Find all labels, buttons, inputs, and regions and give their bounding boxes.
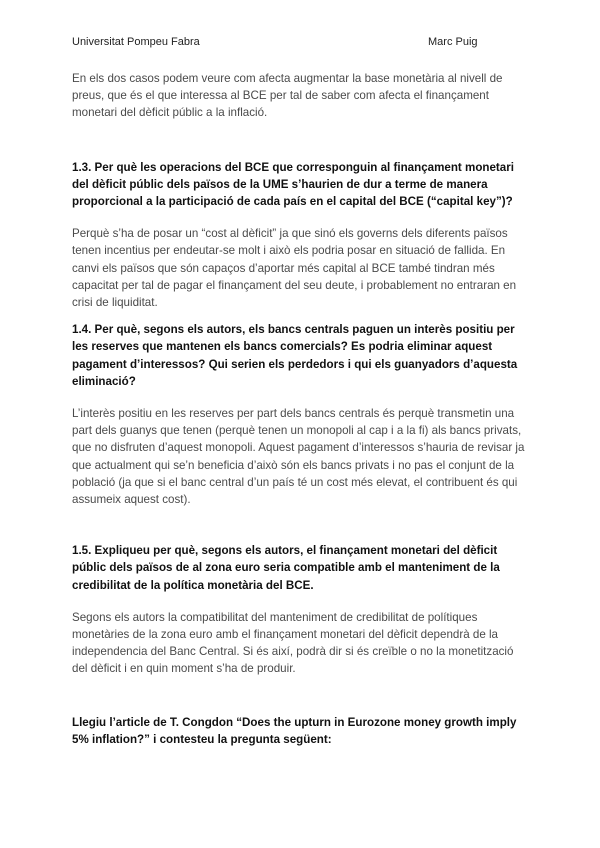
question-1-4-heading: 1.4. Per què, segons els autors, els bancs centrals paguen un interès positiu per les reserves que mantenen els bancs comercials? Es podria eliminar aquest pagament d’interessos? Qui serien els perdedors i qui els guanyadors d’aquesta eliminació? [72,323,518,388]
question-1-3-heading: 1.3. Per què les operacions del BCE que corresponguin al finançament monetari del dèficit públic dels països de la UME s’haurien de dur a terme de manera proporcional a la participació de cada país en el capital del BCE (“capital key”)? [72,160,514,209]
header-author: Marc Puig [428,36,478,48]
answer-1-3-paragraph: Perquè s’ha de posar un “cost al dèficit” ja que sinó els governs dels diferents països tenen incentius per endeutar-se molt i això els podria posar en situació de fallida. En canvi els països que són capaços d’aportar més capital al BCE també tindran més capacitat per tal de pagar el finançament del seu deute, i probablement no entraran en crisi de liquiditat. [72,227,517,310]
intro-paragraph: En els dos casos podem veure com afecta augmentar la base monetària al nivell de preus, que és el que interessa al BCE per tal de saber com afecta el finançament monetari del dèficit públic a la inflació. [72,72,503,120]
answer-1-5-paragraph: Segons els autors la compatibilitat del manteniment de credibilitat de polítiques monetàries de la zona euro amb el finançament monetari del dèficit dependrà de la independencia del Banc Central. Si és així, podrà dir si és creïble o no la monetització del dèficit i en quin moment s’ha de produir. [72,610,514,676]
header-university: Universitat Pompeu Fabra [72,36,200,48]
reading-instruction-heading: Llegiu l’article de T. Congdon “Does the upturn in Eurozone money growth imply 5% inflation?” i contesteu la pregunta següent: [72,715,517,746]
answer-1-4-paragraph: L’interès positiu en les reserves per part dels bancs centrals és perquè transmetin una part dels guanys que tenen (perquè tenen un monopoli al cap i a la fi) als bancs privats, que no disfruten d’aquest monopoli. Aquest pagament d’interessos s’hauria de revisar ja que actualment qui se’n beneficia d’això són els bancs privats i no pas el conjunt de la població (ja que si el banc central d’un país té un cost més elevat, el contribuent és qui assumeix aquest cost). [72,407,525,507]
document-body [72,70,530,748]
question-1-5-heading: 1.5. Expliqueu per què, segons els autors, el finançament monetari del dèficit públic dels països de al zona euro seria compatible amb el manteniment de la credibilitat de la política monetària del BCE. [72,544,500,592]
